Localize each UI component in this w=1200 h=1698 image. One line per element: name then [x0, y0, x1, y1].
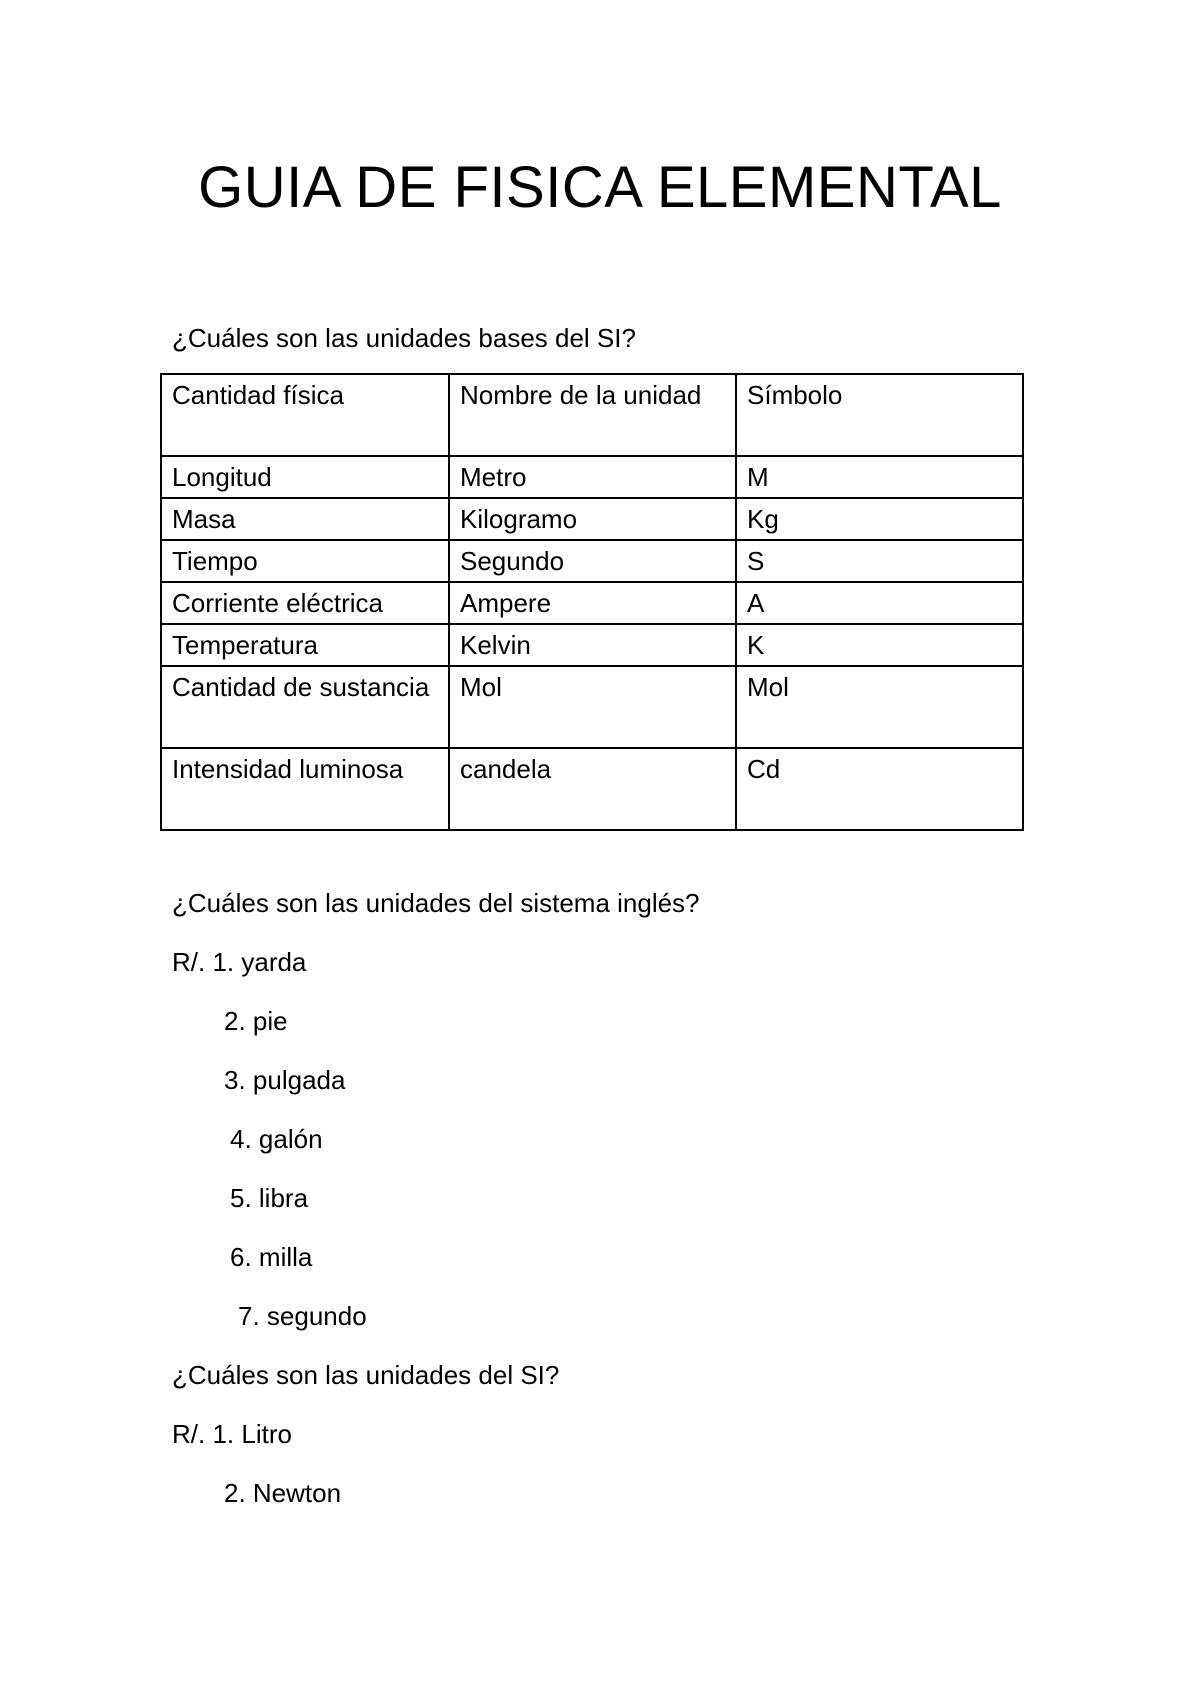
table-row	[161, 582, 1023, 624]
question-si: ¿Cuáles son las unidades del SI?	[172, 1360, 560, 1390]
list-item: 2. Newton	[224, 1478, 342, 1508]
list-item: 5. libra	[230, 1183, 309, 1213]
header-cell: Nombre de la unidad	[449, 374, 736, 456]
table-cell: Mol	[736, 666, 1023, 748]
table-cell: Longitud	[161, 456, 449, 498]
table-row	[161, 456, 1023, 498]
table-cell: Corriente eléctrica	[161, 582, 449, 624]
table-cell: Segundo	[449, 540, 736, 582]
table-cell: S	[736, 540, 1023, 582]
list-item: 2. pie	[224, 1006, 288, 1036]
table-header-row	[161, 374, 1023, 456]
table-cell: Tiempo	[161, 540, 449, 582]
table-cell: Metro	[449, 456, 736, 498]
table-cell: Masa	[161, 498, 449, 540]
table-cell: Cantidad de sustancia	[161, 666, 449, 748]
table-cell: candela	[449, 748, 736, 830]
header-cell: Cantidad física	[161, 374, 449, 456]
table-cell: Mol	[449, 666, 736, 748]
question-english: ¿Cuáles son las unidades del sistema inglés?	[172, 888, 700, 918]
table-row	[161, 498, 1023, 540]
header-cell: Símbolo	[736, 374, 1023, 456]
list-item: R/. 1. Litro	[172, 1419, 292, 1449]
table-cell: Cd	[736, 748, 1023, 830]
table-cell: Temperatura	[161, 624, 449, 666]
table-cell: Kelvin	[449, 624, 736, 666]
question-si-base: ¿Cuáles son las unidades bases del SI?	[172, 323, 636, 353]
table-row	[161, 624, 1023, 666]
page-title: GUIA DE FISICA ELEMENTAL	[198, 155, 1002, 220]
table-cell: Kg	[736, 498, 1023, 540]
table-row	[161, 666, 1023, 748]
list-item: 3. pulgada	[224, 1065, 346, 1095]
list-item: 6. milla	[230, 1242, 313, 1272]
table-row	[161, 540, 1023, 582]
table-cell: Intensidad luminosa	[161, 748, 449, 830]
si-units-table	[160, 373, 1024, 831]
table-row	[161, 748, 1023, 830]
list-item: 4. galón	[230, 1124, 323, 1154]
list-item: R/. 1. yarda	[172, 947, 307, 977]
table-cell: Kilogramo	[449, 498, 736, 540]
table-cell: K	[736, 624, 1023, 666]
list-item: 7. segundo	[238, 1301, 367, 1331]
table-cell: Ampere	[449, 582, 736, 624]
table-cell: M	[736, 456, 1023, 498]
table-cell: A	[736, 582, 1023, 624]
